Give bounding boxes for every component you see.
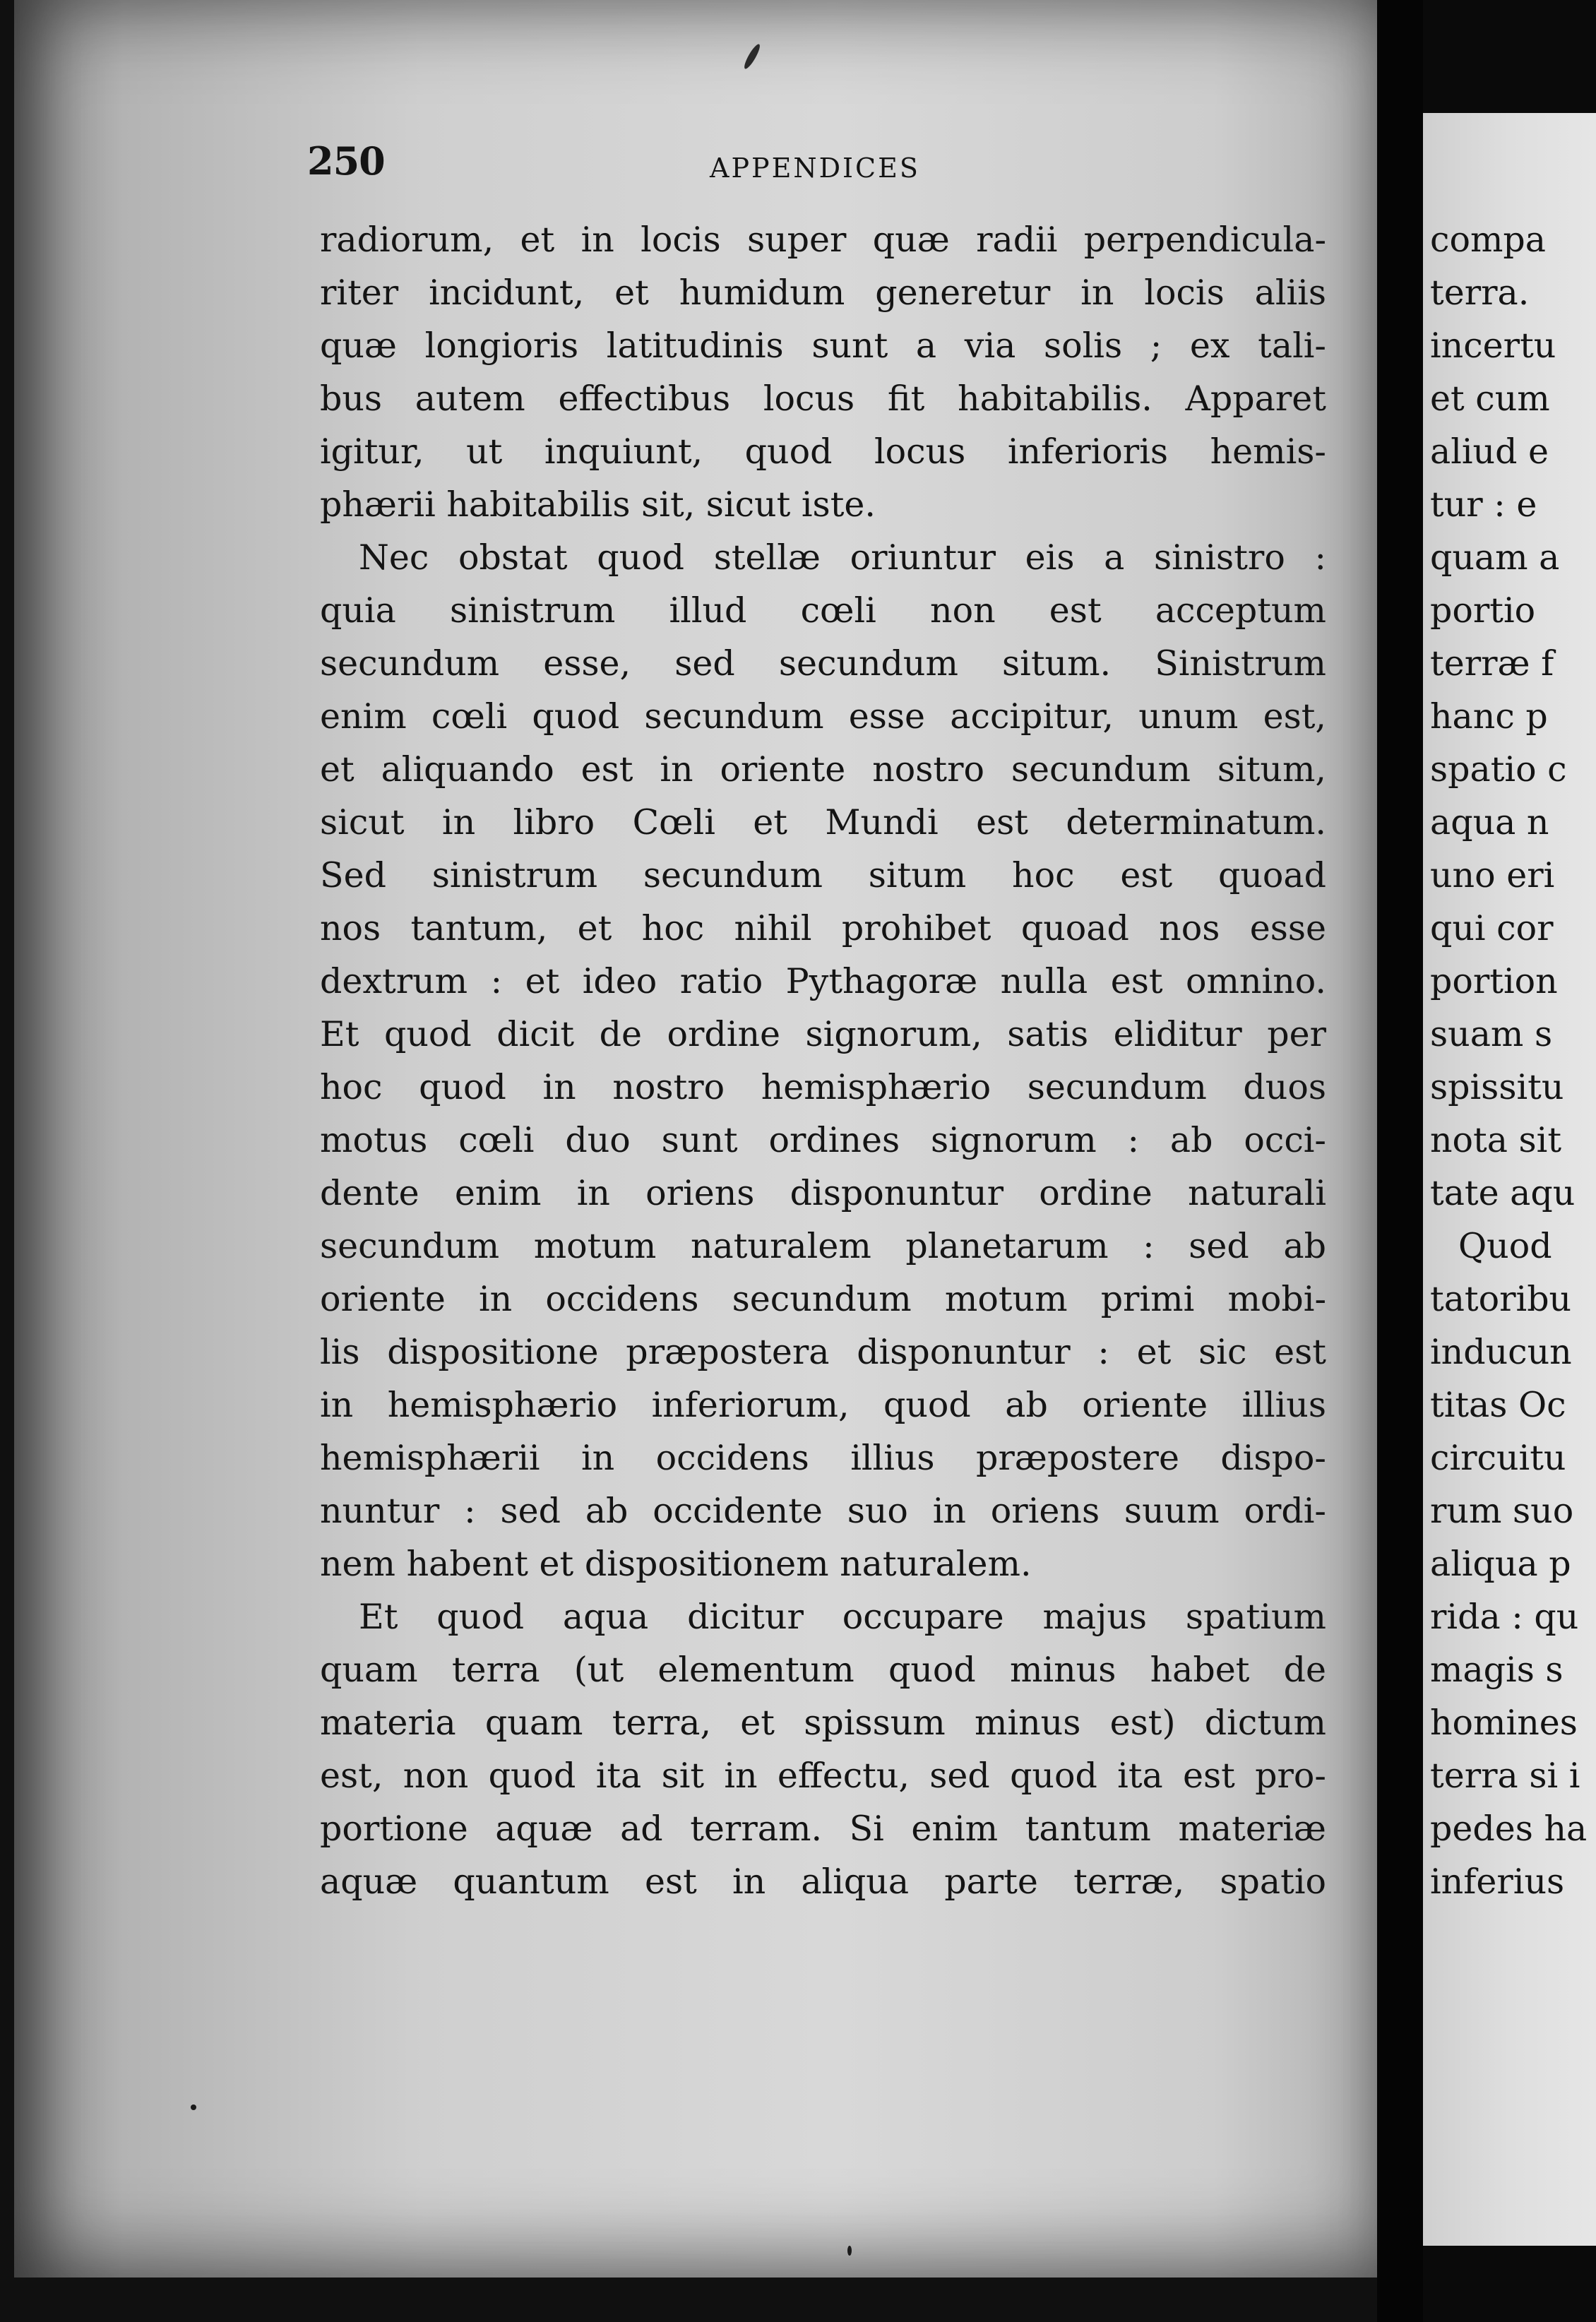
- text-line: dente enim in oriens disponuntur ordine naturali: [320, 1173, 1326, 1213]
- facing-line: tur : e: [1430, 484, 1537, 525]
- facing-line: inducun: [1430, 1332, 1572, 1372]
- running-title: APPENDICES: [710, 153, 920, 184]
- facing-line: terra si i: [1430, 1756, 1580, 1796]
- text-line: Sed sinistrum secundum situm hoc est quoad: [320, 855, 1326, 895]
- facing-line: inferius: [1430, 1862, 1565, 1902]
- text-line: Et quod aqua dicitur occupare majus spatium: [359, 1597, 1326, 1637]
- text-line: quia sinistrum illud cœli non est acceptum: [320, 590, 1326, 631]
- facing-line: circuitu: [1430, 1438, 1566, 1478]
- text-line: igitur, ut inquiunt, quod locus inferioris hemis-: [320, 431, 1326, 472]
- facing-line: qui cor: [1430, 908, 1554, 948]
- facing-line: Quod: [1458, 1226, 1552, 1266]
- ink-speck: [847, 2246, 852, 2256]
- running-head: [307, 138, 1324, 195]
- facing-line: titas Oc: [1430, 1385, 1566, 1425]
- facing-line: spissitu: [1430, 1067, 1564, 1107]
- text-line: hemisphærii in occidens illius præpostere dispo-: [320, 1438, 1326, 1478]
- facing-line: nota sit: [1430, 1120, 1562, 1160]
- text-line: nem habent et dispositionem naturalem.: [320, 1544, 1032, 1584]
- facing-line: portion: [1430, 961, 1558, 1001]
- page-gutter: [1377, 0, 1423, 2322]
- text-line: materia quam terra, et spissum minus est) dictum: [320, 1703, 1326, 1743]
- facing-line: incertu: [1430, 326, 1556, 366]
- facing-line: pedes ha: [1430, 1809, 1588, 1849]
- text-line: dextrum : et ideo ratio Pythagoræ nulla est omnino.: [320, 961, 1326, 1001]
- facing-line: rum suo: [1430, 1491, 1574, 1531]
- facing-line: homines: [1430, 1703, 1578, 1743]
- text-line: portione aquæ ad terram. Si enim tantum materiæ: [320, 1809, 1326, 1849]
- facing-line: suam s: [1430, 1014, 1553, 1054]
- scan-border-bottom: [1423, 2246, 1596, 2322]
- facing-line: hanc p: [1430, 696, 1548, 737]
- text-line: in hemisphærio inferiorum, quod ab oriente illius: [320, 1385, 1326, 1425]
- facing-line: magis s: [1430, 1650, 1564, 1690]
- facing-page: [1423, 0, 1596, 2322]
- facing-line: aliud e: [1430, 431, 1549, 472]
- text-line: nos tantum, et hoc nihil prohibet quoad nos esse: [320, 908, 1326, 948]
- text-line: hoc quod in nostro hemisphærio secundum duos: [320, 1067, 1326, 1107]
- facing-line: compa: [1430, 220, 1546, 260]
- facing-line: aliqua p: [1430, 1544, 1571, 1584]
- text-line: riter incidunt, et humidum generetur in locis aliis: [320, 273, 1326, 313]
- facing-line: rida : qu: [1430, 1597, 1579, 1637]
- facing-line: uno eri: [1430, 855, 1555, 895]
- text-line: sicut in libro Cœli et Mundi est determinatum.: [320, 802, 1326, 843]
- ink-speck: [191, 2104, 196, 2110]
- facing-line: aqua n: [1430, 802, 1549, 843]
- facing-line: tatoribu: [1430, 1279, 1572, 1319]
- text-line: aquæ quantum est in aliqua parte terræ, spatio: [320, 1862, 1326, 1902]
- facing-line: et cum: [1430, 379, 1550, 419]
- text-line: nuntur : sed ab occidente suo in oriens suum ordi-: [320, 1491, 1326, 1531]
- facing-line: spatio c: [1430, 749, 1567, 790]
- text-line: secundum motum naturalem planetarum : sed ab: [320, 1226, 1326, 1266]
- text-line: et aliquando est in oriente nostro secundum situm,: [320, 749, 1326, 790]
- facing-line: terra.: [1430, 273, 1530, 313]
- text-line: quæ longioris latitudinis sunt a via solis ; ex tali-: [320, 326, 1326, 366]
- text-line: bus autem effectibus locus fit habitabilis. Apparet: [320, 379, 1326, 419]
- text-line: Et quod dicit de ordine signorum, satis eliditur per: [320, 1014, 1326, 1054]
- text-line: secundum esse, sed secundum situm. Sinistrum: [320, 643, 1326, 684]
- text-line: oriente in occidens secundum motum primi mobi-: [320, 1279, 1326, 1319]
- page-number: 250: [307, 138, 385, 184]
- text-line: radiorum, et in locis super quæ radii perpendicula-: [320, 220, 1326, 260]
- scan-border-top: [1423, 0, 1596, 113]
- ink-speck: [742, 42, 763, 71]
- text-line: enim cœli quod secundum esse accipitur, unum est,: [320, 696, 1326, 737]
- text-line: quam terra (ut elementum quod minus habet de: [320, 1650, 1326, 1690]
- facing-line: quam a: [1430, 537, 1560, 578]
- text-line: motus cœli duo sunt ordines signorum : ab occi-: [320, 1120, 1326, 1160]
- text-line: lis dispositione præpostera disponuntur : et sic est: [320, 1332, 1326, 1372]
- text-line: Nec obstat quod stellæ oriuntur eis a sinistro :: [359, 537, 1326, 578]
- facing-line: tate aqu: [1430, 1173, 1576, 1213]
- text-line: est, non quod ita sit in effectu, sed quod ita est pro-: [320, 1756, 1326, 1796]
- text-line: phærii habitabilis sit, sicut iste.: [320, 484, 876, 525]
- facing-line: terræ f: [1430, 643, 1554, 684]
- body-text: [320, 213, 1326, 1908]
- facing-page-column: [1430, 213, 1596, 1908]
- facing-line: portio: [1430, 590, 1536, 631]
